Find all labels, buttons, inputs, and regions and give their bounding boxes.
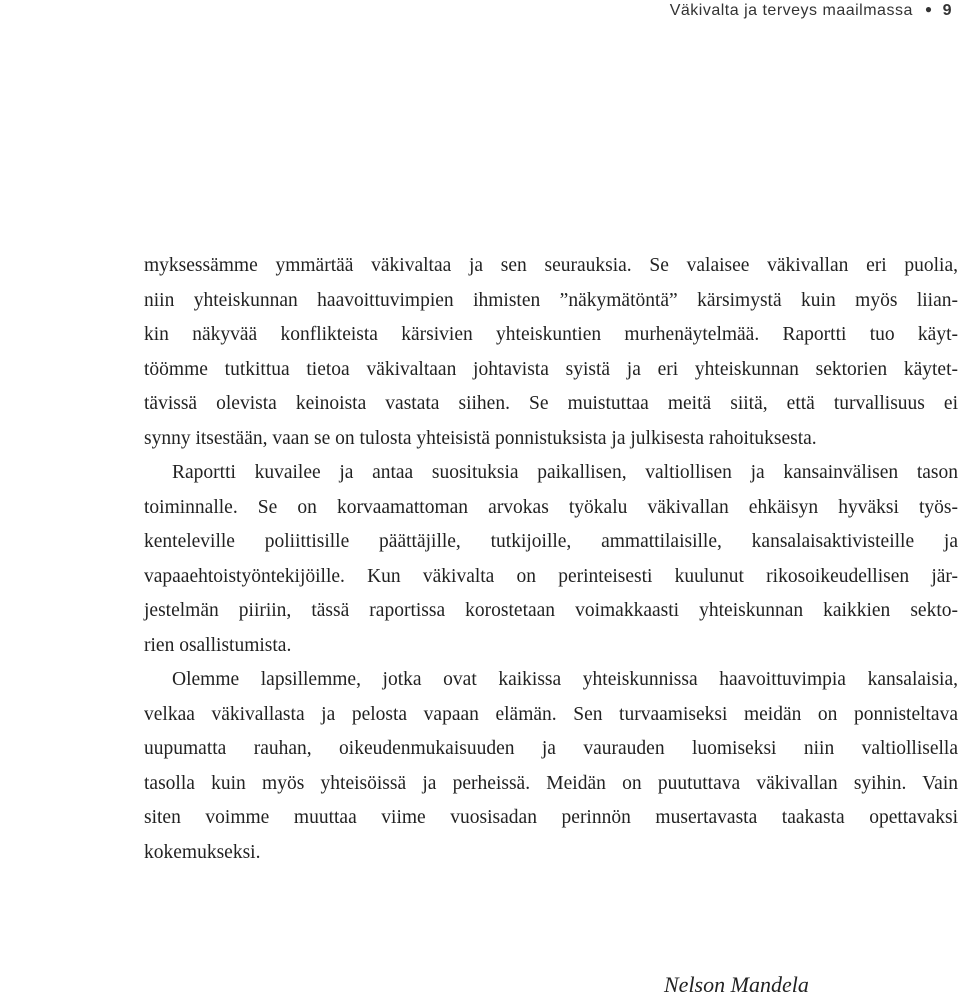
text-line: töömme tutkittua tietoa väkivaltaan johtavista syistä ja eri yhteiskunnan sektorien käytet- xyxy=(144,358,958,380)
page-number: 9 xyxy=(942,2,952,19)
text-line: tävissä olevista keinoista vastata siihen. Se muistuttaa meitä siitä, että turvallisuus ei xyxy=(144,393,958,414)
text-line: niin yhteiskunnan haavoittuvimpien ihmisten ”näkymätöntä” kärsimystä kuin myös liian- xyxy=(144,289,958,311)
signature: Nelson Mandela xyxy=(664,972,809,997)
paragraph-children xyxy=(144,663,958,870)
text-line: velkaa väkivallasta ja pelosta vapaan elämän. Sen turvaamiseksi meidän on ponnisteltava xyxy=(144,703,958,725)
running-title: Väkivalta ja terveys maailmassa xyxy=(669,2,913,19)
text-line: tasolla kuin myös yhteisöissä ja perheissä. Meidän on puututtava väkivallan syihin. Vain xyxy=(144,772,958,794)
text-line: siten voimme muuttaa viime vuosisadan perinnön musertavasta taakasta opettavaksi xyxy=(144,807,958,828)
text-line: jestelmän piiriin, tässä raportissa korostetaan voimakkaasti yhteiskunnan kaikkien sekto- xyxy=(144,600,958,621)
text-line: rien osallistumista. xyxy=(144,634,292,656)
text-line: vapaaehtoistyöntekijöille. Kun väkivalta on perinteisesti kuulunut rikosoikeudellisen jär- xyxy=(144,565,958,587)
text-line: Olemme lapsillemme, jotka ovat kaikissa yhteiskunnissa haavoittuvimpia kansalaisia, xyxy=(172,669,958,690)
body-text xyxy=(144,249,958,870)
text-line: kin näkyvää konflikteista kärsivien yhteiskuntien murhenäytelmää. Raportti tuo käyt- xyxy=(144,324,958,345)
text-line: uupumatta rauhan, oikeudenmukaisuuden ja vaurauden luomiseksi niin valtiollisella xyxy=(144,738,958,759)
text-line: synny itsestään, vaan se on tulosta yhteisistä ponnistuksista ja julkisesta rahoituksesta. xyxy=(144,427,817,449)
paragraph-recommendations xyxy=(144,456,958,663)
bullet-separator-icon: ● xyxy=(924,2,933,16)
text-line: kenteleville poliittisille päättäjille, tutkijoille, ammattilaisille, kansalaisaktivisteille ja xyxy=(144,531,958,552)
running-header xyxy=(670,2,952,20)
text-line: kokemukseksi. xyxy=(144,841,261,863)
text-line: toiminnalle. Se on korvaamattoman arvokas työkalu väkivallan ehkäisyn hyväksi työs- xyxy=(144,496,958,518)
text-line: myksessämme ymmärtää väkivaltaa ja sen seurauksia. Se valaisee väkivallan eri puolia, xyxy=(144,255,958,276)
text-line: Raportti kuvailee ja antaa suosituksia paikallisen, valtiollisen ja kansainvälisen tason xyxy=(172,462,958,483)
paragraph-continued xyxy=(144,249,958,456)
